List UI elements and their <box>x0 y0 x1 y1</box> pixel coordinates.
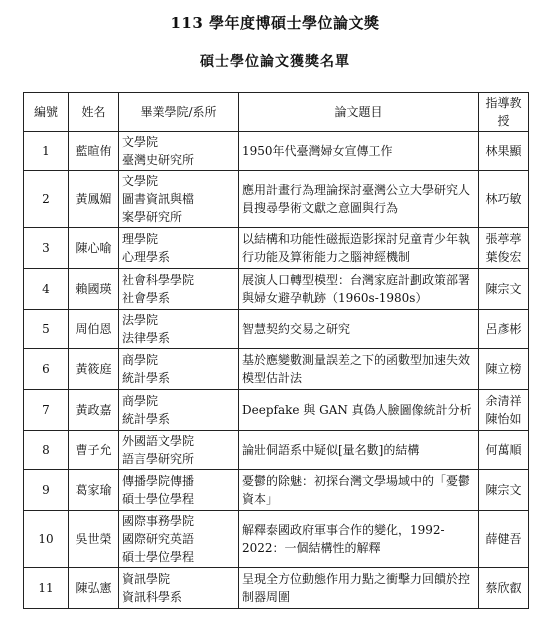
cell-thesis-title <box>239 511 479 568</box>
cell-advisor <box>479 390 529 431</box>
advisor-name: 林巧敏 <box>485 192 522 206</box>
cell-department <box>119 228 239 269</box>
table-row <box>24 511 529 568</box>
cell-number: 7 <box>24 390 69 431</box>
cell-name: 曹子允 <box>69 431 119 470</box>
department-line: 資訊學院 <box>122 572 171 586</box>
table-row <box>24 228 529 269</box>
thesis-title-text: 基於應變數測量誤差之下的函數型加速失效模型估計法 <box>242 353 471 385</box>
department-line: 文學院 <box>122 174 159 188</box>
cell-advisor <box>479 470 529 511</box>
advisor-name: 陳宗文 <box>485 282 522 296</box>
cell-name: 賴國瑛 <box>69 269 119 310</box>
cell-thesis-title <box>239 228 479 269</box>
cell-thesis-title <box>239 349 479 390</box>
awards-table <box>23 92 529 609</box>
cell-department <box>119 349 239 390</box>
cell-thesis-title <box>239 431 479 470</box>
cell-thesis-title <box>239 390 479 431</box>
cell-number: 2 <box>24 171 69 228</box>
cell-number: 9 <box>24 470 69 511</box>
table-header-row <box>24 93 529 132</box>
department-line: 社會科學學院 <box>122 273 195 287</box>
header-advisor: 指導教授 <box>479 93 529 132</box>
cell-number: 8 <box>24 431 69 470</box>
cell-advisor <box>479 269 529 310</box>
department-line: 社會學系 <box>122 291 171 305</box>
advisor-name: 呂彥彬 <box>485 322 522 336</box>
advisor-name: 何萬順 <box>485 443 522 457</box>
department-line: 傳播學院傳播 <box>122 474 195 488</box>
cell-name: 陳弘憲 <box>69 568 119 609</box>
page-title: 113 學年度博碩士學位論文獎 <box>170 14 380 32</box>
thesis-title-text: 展演人口轉型模型：台灣家庭計劃政策部署與婦女避孕軌跡（1960s-1980s） <box>242 273 471 305</box>
department-line: 商學院 <box>122 394 159 408</box>
department-line: 碩士學位學程 <box>122 492 195 506</box>
cell-department <box>119 390 239 431</box>
table-row <box>24 269 529 310</box>
table-row <box>24 470 529 511</box>
cell-thesis-title <box>239 132 479 171</box>
thesis-title-text: 以結構和功能性磁振造影探討兒童青少年執行功能及算術能力之腦神經機制 <box>242 232 471 264</box>
cell-advisor <box>479 171 529 228</box>
thesis-title-text: 憂鬱的除魅：初探台灣文學場域中的「憂鬱資本」 <box>242 474 471 506</box>
table-row <box>24 390 529 431</box>
cell-department <box>119 568 239 609</box>
department-line: 碩士學位學程 <box>122 550 195 564</box>
cell-name: 陳心喻 <box>69 228 119 269</box>
department-line: 資訊科學系 <box>122 590 183 604</box>
cell-advisor <box>479 349 529 390</box>
department-line: 圖書資訊與檔 <box>122 192 195 206</box>
cell-number: 6 <box>24 349 69 390</box>
department-line: 統計學系 <box>122 412 171 426</box>
department-line: 臺灣史研究所 <box>122 153 195 167</box>
department-line: 國際研究英語 <box>122 532 195 546</box>
cell-department <box>119 511 239 568</box>
cell-number: 1 <box>24 132 69 171</box>
header-no: 編號 <box>24 93 69 132</box>
cell-advisor <box>479 511 529 568</box>
thesis-title-text: 論壯侗語系中疑似[量名數]的結構 <box>242 443 420 457</box>
advisor-name: 余清祥 <box>485 394 522 408</box>
department-line: 語言學研究所 <box>122 452 195 466</box>
table-row <box>24 349 529 390</box>
cell-advisor <box>479 132 529 171</box>
table-row <box>24 132 529 171</box>
thesis-title-text: 解釋泰國政府軍事合作的變化，1992-2022：一個結構性的解釋 <box>242 523 445 555</box>
department-line: 法律學系 <box>122 331 171 345</box>
advisor-name: 蔡欣叡 <box>485 581 522 595</box>
cell-department <box>119 171 239 228</box>
department-line: 心理學系 <box>122 250 171 264</box>
advisor-name: 陳怡如 <box>485 412 522 426</box>
cell-advisor <box>479 431 529 470</box>
cell-department <box>119 269 239 310</box>
cell-name: 黃鳳媚 <box>69 171 119 228</box>
department-line: 案學研究所 <box>122 210 183 224</box>
cell-department <box>119 431 239 470</box>
table-row <box>24 171 529 228</box>
advisor-name: 林果顯 <box>485 144 522 158</box>
cell-number: 10 <box>24 511 69 568</box>
cell-number: 3 <box>24 228 69 269</box>
header-dept: 畢業學院/系所 <box>119 93 239 132</box>
cell-thesis-title <box>239 568 479 609</box>
advisor-name: 張葶葶 <box>485 232 522 246</box>
cell-name: 周伯恩 <box>69 310 119 349</box>
cell-thesis-title <box>239 470 479 511</box>
cell-thesis-title <box>239 269 479 310</box>
department-line: 國際事務學院 <box>122 514 195 528</box>
cell-thesis-title <box>239 171 479 228</box>
cell-advisor <box>479 310 529 349</box>
cell-name: 吳世榮 <box>69 511 119 568</box>
header-name: 姓名 <box>69 93 119 132</box>
cell-name: 葛家瑜 <box>69 470 119 511</box>
advisor-name: 葉俊宏 <box>485 250 522 264</box>
department-line: 理學院 <box>122 232 159 246</box>
advisor-name: 陳立榜 <box>485 362 522 376</box>
table-row <box>24 431 529 470</box>
department-line: 統計學系 <box>122 371 171 385</box>
thesis-title-text: 呈現全方位動態作用力點之衝擊力回饋於控制器周圍 <box>242 572 471 604</box>
department-line: 商學院 <box>122 353 159 367</box>
cell-department <box>119 310 239 349</box>
thesis-title-text: 智慧契約交易之研究 <box>242 322 351 336</box>
header-thesis: 論文題目 <box>239 93 479 132</box>
cell-advisor <box>479 568 529 609</box>
thesis-title-text: Deepfake 與 GAN 真偽人臉圖像統計分析 <box>242 403 472 417</box>
cell-name: 黃政嘉 <box>69 390 119 431</box>
cell-number: 11 <box>24 568 69 609</box>
cell-advisor <box>479 228 529 269</box>
table-row <box>24 310 529 349</box>
advisor-name: 陳宗文 <box>485 483 522 497</box>
cell-name: 藍暄侑 <box>69 132 119 171</box>
table-body <box>24 132 529 609</box>
thesis-title-text: 1950年代臺灣婦女宣傳工作 <box>242 144 393 158</box>
department-line: 外國語文學院 <box>122 434 195 448</box>
page-subtitle: 碩士學位論文獲獎名單 <box>200 54 350 70</box>
department-line: 法學院 <box>122 313 159 327</box>
cell-number: 4 <box>24 269 69 310</box>
advisor-name: 薛健吾 <box>485 532 522 546</box>
cell-thesis-title <box>239 310 479 349</box>
thesis-title-text: 應用計畫行為理論探討臺灣公立大學研究人員搜尋學術文獻之意圖與行為 <box>242 183 471 215</box>
cell-department <box>119 132 239 171</box>
table-row <box>24 568 529 609</box>
cell-department <box>119 470 239 511</box>
cell-number: 5 <box>24 310 69 349</box>
cell-name: 黃筱庭 <box>69 349 119 390</box>
department-line: 文學院 <box>122 135 159 149</box>
